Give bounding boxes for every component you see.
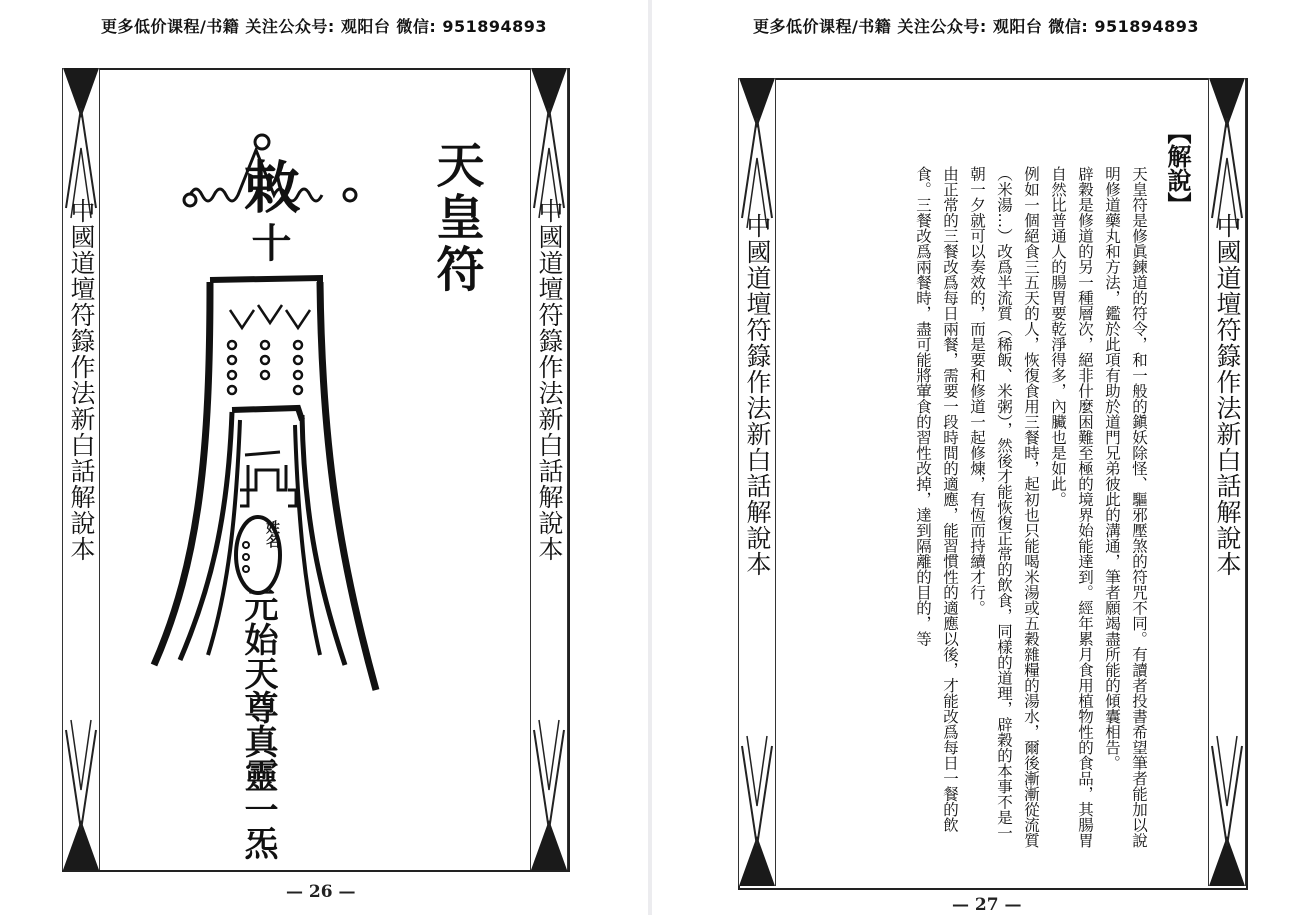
commentary-body — [812, 150, 1152, 850]
page-number: — 27 — — [952, 895, 1022, 915]
left-band-outer — [62, 68, 100, 870]
band-book-title: 中國道壇符籙作法新白話解說本 — [535, 198, 564, 562]
right-band-inner — [738, 78, 776, 886]
talisman-ten-char: 十 — [245, 222, 292, 262]
left-band-inner — [530, 68, 568, 870]
talisman-deity-text: 元始天尊真靈一炁 — [238, 588, 278, 860]
commentary-paragraph: 例如一個絕食三五天的人，恢復食用三餐時，起初也只能喝米湯或五穀雜糧的湯水，爾後漸漸從流質（米湯…）改爲半流質（稀飯、米粥），然後才能恢復正常的飲食，同樣的道理，辟穀的本事不是一朝一夕就可以奏效的，而是要和修道一起修煉，有恆而持續才行。 — [968, 165, 1040, 848]
left-page — [0, 0, 648, 915]
talisman-name-label: 姓名 — [264, 520, 280, 548]
talisman-title: 天皇符 — [428, 140, 484, 296]
commentary-heading: 【解說】 — [1163, 120, 1191, 216]
band-book-title: 中國道壇符籙作法新白話解說本 — [67, 198, 96, 562]
talisman-chi-char: 敕 — [235, 158, 301, 214]
commentary-paragraph: 辟穀是修道的另一種層次，絕非什麼困難至極的境界始能達到。經年累月食用植物性的食品，其腸胃自然比普通人的腸胃要乾淨得多，內臟也是如此。 — [1049, 165, 1094, 848]
commentary-paragraph: 天皇符是修眞鍊道的符令，和一般的鎭妖除怪、驅邪壓煞的符咒不同。有讀者投書希望筆者能加以說明修道藥丸和方法，鑑於此項有助於道門兄弟彼此的溝通，筆者願竭盡所能的傾囊相告。 — [1103, 165, 1148, 848]
watermark-text: 更多低价课程/书籍 关注公众号: 观阳台 微信: 951894893 — [752, 17, 1200, 36]
band-book-title: 中國道壇符籙作法新白話解說本 — [1213, 213, 1242, 577]
right-page — [652, 0, 1300, 915]
watermark-text: 更多低价课程/书籍 关注公众号: 观阳台 微信: 951894893 — [100, 17, 548, 36]
page-number: — 26 — — [286, 882, 356, 902]
right-band-outer — [1208, 78, 1246, 886]
band-book-title: 中國道壇符籙作法新白話解說本 — [743, 213, 772, 577]
commentary-paragraph: 由正常的三餐改爲每日兩餐，需要一段時間的適應，能習慣性的適應以後，才能改爲每日一餐的飲食。三餐改爲兩餐時，盡可能將葷食的習性改掉，達到隔離的目的，等 — [914, 165, 959, 832]
